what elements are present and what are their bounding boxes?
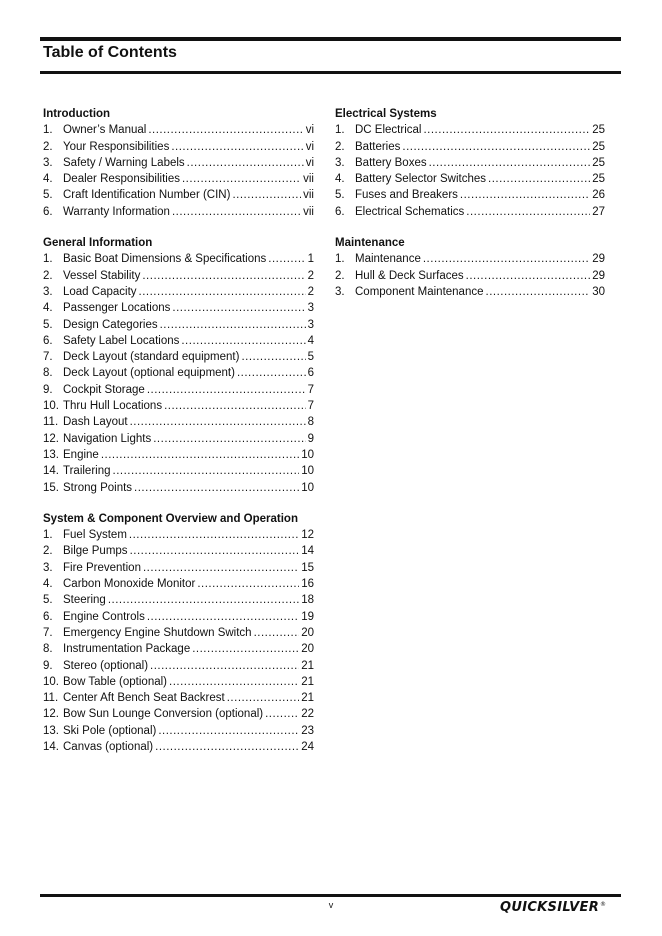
toc-entry[interactable] <box>335 284 605 300</box>
entry-page: 30 <box>592 285 605 298</box>
toc-entry[interactable] <box>335 155 605 171</box>
toc-entry[interactable] <box>43 592 314 608</box>
entry-page: 12 <box>301 529 314 542</box>
entry-number: 2. <box>43 269 53 282</box>
dot-leader <box>486 284 591 300</box>
entry-number: 12. <box>43 432 59 445</box>
entry-page: 8 <box>307 416 314 429</box>
dot-leader <box>129 527 299 543</box>
dot-leader <box>241 349 305 365</box>
entry-label: Safety / Warning Labels <box>63 156 185 169</box>
entry-page: 23 <box>301 724 314 737</box>
entry-label: Carbon Monoxide Monitor <box>63 578 196 591</box>
entry-label: Fire Prevention <box>63 561 141 574</box>
dot-leader <box>153 431 305 447</box>
entry-label: Deck Layout (standard equipment) <box>63 351 240 364</box>
toc-section <box>43 106 314 220</box>
dot-leader <box>466 204 590 220</box>
entry-number: 5. <box>335 189 345 202</box>
entry-label: Owner’s Manual <box>63 124 147 137</box>
entry-number: 1. <box>43 253 53 266</box>
toc-entry[interactable] <box>43 139 314 155</box>
toc-entry[interactable] <box>43 300 314 316</box>
entry-page: 22 <box>301 708 314 721</box>
entry-page: vii <box>303 173 314 186</box>
dot-leader <box>142 268 305 284</box>
entry-label: DC Electrical <box>355 124 422 137</box>
section-entries <box>43 527 314 755</box>
entry-number: 9. <box>43 659 53 672</box>
entry-page: 4 <box>307 334 314 347</box>
toc-entry[interactable] <box>43 706 314 722</box>
entry-page: 21 <box>301 659 314 672</box>
entry-number: 3. <box>43 561 53 574</box>
toc-entry[interactable] <box>43 480 314 496</box>
dot-leader <box>169 674 299 690</box>
dot-leader <box>192 641 299 657</box>
dot-leader <box>130 543 300 559</box>
toc-entry[interactable] <box>43 447 314 463</box>
dot-leader <box>108 592 299 608</box>
toc-entry[interactable] <box>43 365 314 381</box>
entry-number: 10. <box>43 675 59 688</box>
toc-entry[interactable] <box>43 674 314 690</box>
entry-page: 5 <box>307 351 314 364</box>
entry-number: 1. <box>43 529 53 542</box>
entry-label: Engine <box>63 448 99 461</box>
top-rule-thick <box>40 37 621 41</box>
entry-number: 14. <box>43 465 59 478</box>
entry-page: 18 <box>301 594 314 607</box>
toc-section <box>335 235 605 300</box>
entry-number: 5. <box>43 318 53 331</box>
toc-entry[interactable] <box>43 204 314 220</box>
entry-page: 27 <box>592 205 605 218</box>
entry-number: 12. <box>43 708 59 721</box>
section-title: System & Component Overview and Operation <box>43 512 298 525</box>
toc-entry[interactable] <box>43 690 314 706</box>
entry-label: Dash Layout <box>63 416 128 429</box>
entry-page: 25 <box>592 156 605 169</box>
dot-leader <box>147 609 299 625</box>
section-title: General Information <box>43 237 153 250</box>
entry-page: 29 <box>592 269 605 282</box>
entry-page: 2 <box>307 285 314 298</box>
entry-label: Strong Points <box>63 481 133 494</box>
entry-label: Fuel System <box>63 529 127 542</box>
toc-section <box>43 235 314 496</box>
entry-number: 1. <box>335 124 345 137</box>
dot-leader <box>460 187 590 203</box>
entry-page: 25 <box>592 140 605 153</box>
dot-leader <box>172 204 301 220</box>
toc-entry[interactable] <box>43 333 314 349</box>
toc-entry[interactable] <box>43 463 314 479</box>
dot-leader <box>429 155 591 171</box>
entry-label: Ski Pole (optional) <box>63 724 157 737</box>
toc-right-column <box>335 106 605 315</box>
toc-entry[interactable] <box>43 414 314 430</box>
entry-page: 26 <box>592 189 605 202</box>
entry-number: 2. <box>335 269 345 282</box>
toc-entry[interactable] <box>43 155 314 171</box>
entry-page: vi <box>305 124 314 137</box>
dot-leader <box>181 333 305 349</box>
dot-leader <box>113 463 300 479</box>
page-title: Table of Contents <box>43 44 177 61</box>
entry-label: Instrumentation Package <box>63 643 191 656</box>
entry-label: Craft Identification Number (CIN) <box>63 189 231 202</box>
entry-label: Stereo (optional) <box>63 659 149 672</box>
footer-page-number: v <box>328 900 334 910</box>
entry-label: Your Responsibilities <box>63 140 170 153</box>
section-entries <box>43 122 314 220</box>
toc-entry[interactable] <box>335 122 605 138</box>
entry-number: 6. <box>43 610 53 623</box>
entry-number: 1. <box>335 253 345 266</box>
entry-number: 4. <box>43 578 53 591</box>
entry-number: 6. <box>43 205 53 218</box>
entry-page: 19 <box>301 610 314 623</box>
toc-entry[interactable] <box>43 349 314 365</box>
entry-label: Engine Controls <box>63 610 145 623</box>
toc-entry[interactable] <box>43 171 314 187</box>
entry-page: 6 <box>307 367 314 380</box>
entry-page: vi <box>305 156 314 169</box>
dot-leader <box>101 447 299 463</box>
entry-label: Design Categories <box>63 318 158 331</box>
entry-page: 20 <box>301 626 314 639</box>
entry-page: 15 <box>301 561 314 574</box>
dot-leader <box>254 625 300 641</box>
entry-page: 25 <box>592 173 605 186</box>
toc-entry[interactable] <box>43 284 314 300</box>
dot-leader <box>150 658 299 674</box>
dot-leader <box>172 300 305 316</box>
entry-page: 21 <box>301 675 314 688</box>
entry-page: 10 <box>301 465 314 478</box>
entry-number: 6. <box>335 205 345 218</box>
entry-number: 2. <box>43 545 53 558</box>
toc-entry[interactable] <box>43 658 314 674</box>
entry-label: Load Capacity <box>63 285 137 298</box>
dot-leader <box>423 122 590 138</box>
dot-leader <box>158 723 299 739</box>
section-title: Electrical Systems <box>335 108 437 120</box>
dot-leader <box>197 576 299 592</box>
entry-number: 9. <box>43 383 53 396</box>
entry-number: 4. <box>43 302 53 315</box>
toc-entry[interactable] <box>43 723 314 739</box>
toc-entry[interactable] <box>43 527 314 543</box>
dot-leader <box>139 284 306 300</box>
entry-number: 11. <box>43 692 59 705</box>
entry-page: vi <box>305 140 314 153</box>
footer-rule <box>40 894 621 897</box>
toc-entry[interactable] <box>335 268 605 284</box>
toc-entry[interactable] <box>43 268 314 284</box>
entry-page: 3 <box>307 302 314 315</box>
entry-number: 10. <box>43 400 59 413</box>
entry-number: 15. <box>43 481 59 494</box>
dot-leader <box>147 382 306 398</box>
entry-number: 4. <box>43 173 53 186</box>
dot-leader <box>160 317 306 333</box>
entry-label: Dealer Responsibilities <box>63 173 180 186</box>
toc-entry[interactable] <box>43 187 314 203</box>
entry-page: 7 <box>307 383 314 396</box>
entry-label: Component Maintenance <box>355 285 484 298</box>
entry-label: Bow Sun Lounge Conversion (optional) <box>63 708 264 721</box>
toc-entry[interactable] <box>43 625 314 641</box>
toc-section <box>43 511 314 755</box>
dot-leader <box>164 398 306 414</box>
entry-number: 3. <box>335 285 345 298</box>
entry-number: 8. <box>43 367 53 380</box>
entry-number: 6. <box>43 334 53 347</box>
entry-label: Vessel Stability <box>63 269 141 282</box>
entry-label: Navigation Lights <box>63 432 152 445</box>
entry-number: 14. <box>43 740 59 753</box>
dot-leader <box>155 739 299 755</box>
entry-page: 2 <box>307 269 314 282</box>
section-entries <box>335 122 605 220</box>
dot-leader <box>227 690 299 706</box>
entry-number: 3. <box>43 285 53 298</box>
entry-label: Basic Boat Dimensions & Specifications <box>63 253 267 266</box>
entry-label: Battery Selector Switches <box>355 173 487 186</box>
entry-label: Steering <box>63 594 106 607</box>
entry-label: Passenger Locations <box>63 302 171 315</box>
entry-number: 7. <box>43 351 53 364</box>
entry-number: 8. <box>43 643 53 656</box>
entry-number: 13. <box>43 724 59 737</box>
entry-page: 9 <box>307 432 314 445</box>
dot-leader <box>488 171 590 187</box>
toc-entry[interactable] <box>43 739 314 755</box>
toc-entry[interactable] <box>43 382 314 398</box>
section-entries <box>43 251 314 495</box>
dot-leader <box>265 706 299 722</box>
entry-number: 5. <box>43 189 53 202</box>
entry-number: 3. <box>43 156 53 169</box>
entry-label: Trailering <box>63 465 111 478</box>
toc-entry[interactable] <box>335 251 605 267</box>
entry-page: 25 <box>592 124 605 137</box>
entry-label: Emergency Engine Shutdown Switch <box>63 626 252 639</box>
dot-leader <box>237 365 306 381</box>
toc-entry[interactable] <box>43 560 314 576</box>
entry-page: 14 <box>301 545 314 558</box>
entry-label: Battery Boxes <box>355 156 427 169</box>
entry-label: Maintenance <box>355 253 421 266</box>
toc-entry[interactable] <box>43 641 314 657</box>
dot-leader <box>134 480 299 496</box>
dot-leader <box>182 171 301 187</box>
dot-leader <box>171 139 303 155</box>
entry-label: Warranty Information <box>63 205 170 218</box>
entry-label: Cockpit Storage <box>63 383 145 396</box>
entry-page: 29 <box>592 253 605 266</box>
entry-label: Fuses and Breakers <box>355 189 458 202</box>
entry-number: 3. <box>335 156 345 169</box>
entry-page: 21 <box>301 692 314 705</box>
toc-left-column <box>43 106 314 770</box>
entry-label: Bow Table (optional) <box>63 675 167 688</box>
registered-mark: ® <box>600 900 607 908</box>
entry-number: 1. <box>43 124 53 137</box>
entry-label: Electrical Schematics <box>355 205 465 218</box>
section-title: Maintenance <box>335 237 405 250</box>
quicksilver-logo <box>500 900 606 915</box>
entry-page: 7 <box>307 400 314 413</box>
toc-entry[interactable] <box>335 204 605 220</box>
dot-leader <box>143 560 299 576</box>
entry-label: Batteries <box>355 140 401 153</box>
entry-number: 2. <box>43 140 53 153</box>
entry-page: 10 <box>301 448 314 461</box>
section-title: Introduction <box>43 108 111 120</box>
toc-entry[interactable] <box>43 576 314 592</box>
dot-leader <box>130 414 306 430</box>
toc-entry[interactable] <box>43 609 314 625</box>
toc-entry[interactable] <box>335 139 605 155</box>
entry-label: Deck Layout (optional equipment) <box>63 367 235 380</box>
toc-entry[interactable] <box>335 171 605 187</box>
dot-leader <box>466 268 591 284</box>
dot-leader <box>148 122 303 138</box>
entry-page: 16 <box>301 578 314 591</box>
entry-page: 3 <box>307 318 314 331</box>
brand-name: QUICKSILVER <box>500 900 600 915</box>
section-entries <box>335 251 605 300</box>
toc-section <box>335 106 605 220</box>
dot-leader <box>232 187 301 203</box>
dot-leader <box>402 139 590 155</box>
entry-number: 13. <box>43 448 59 461</box>
entry-number: 5. <box>43 594 53 607</box>
entry-number: 2. <box>335 140 345 153</box>
entry-label: Canvas (optional) <box>63 740 154 753</box>
entry-number: 4. <box>335 173 345 186</box>
toc-entry[interactable] <box>43 317 314 333</box>
toc-entry[interactable] <box>43 398 314 414</box>
entry-label: Hull & Deck Surfaces <box>355 269 464 282</box>
entry-page: 1 <box>307 253 314 266</box>
toc-entry[interactable] <box>43 543 314 559</box>
entry-label: Thru Hull Locations <box>63 400 163 413</box>
toc-entry[interactable] <box>43 431 314 447</box>
dot-leader <box>187 155 304 171</box>
entry-page: 24 <box>301 740 314 753</box>
dot-leader <box>423 251 590 267</box>
entry-page: vii <box>303 205 314 218</box>
entry-number: 11. <box>43 416 59 429</box>
entry-page: vii <box>303 189 314 202</box>
entry-label: Safety Label Locations <box>63 334 180 347</box>
toc-entry[interactable] <box>335 187 605 203</box>
entry-label: Center Aft Bench Seat Backrest <box>63 692 225 705</box>
toc-entry[interactable] <box>43 251 314 267</box>
dot-leader <box>268 251 305 267</box>
entry-label: Bilge Pumps <box>63 545 128 558</box>
title-underline-rule <box>40 71 621 74</box>
entry-page: 10 <box>301 481 314 494</box>
entry-page: 20 <box>301 643 314 656</box>
entry-number: 7. <box>43 626 53 639</box>
toc-entry[interactable] <box>43 122 314 138</box>
